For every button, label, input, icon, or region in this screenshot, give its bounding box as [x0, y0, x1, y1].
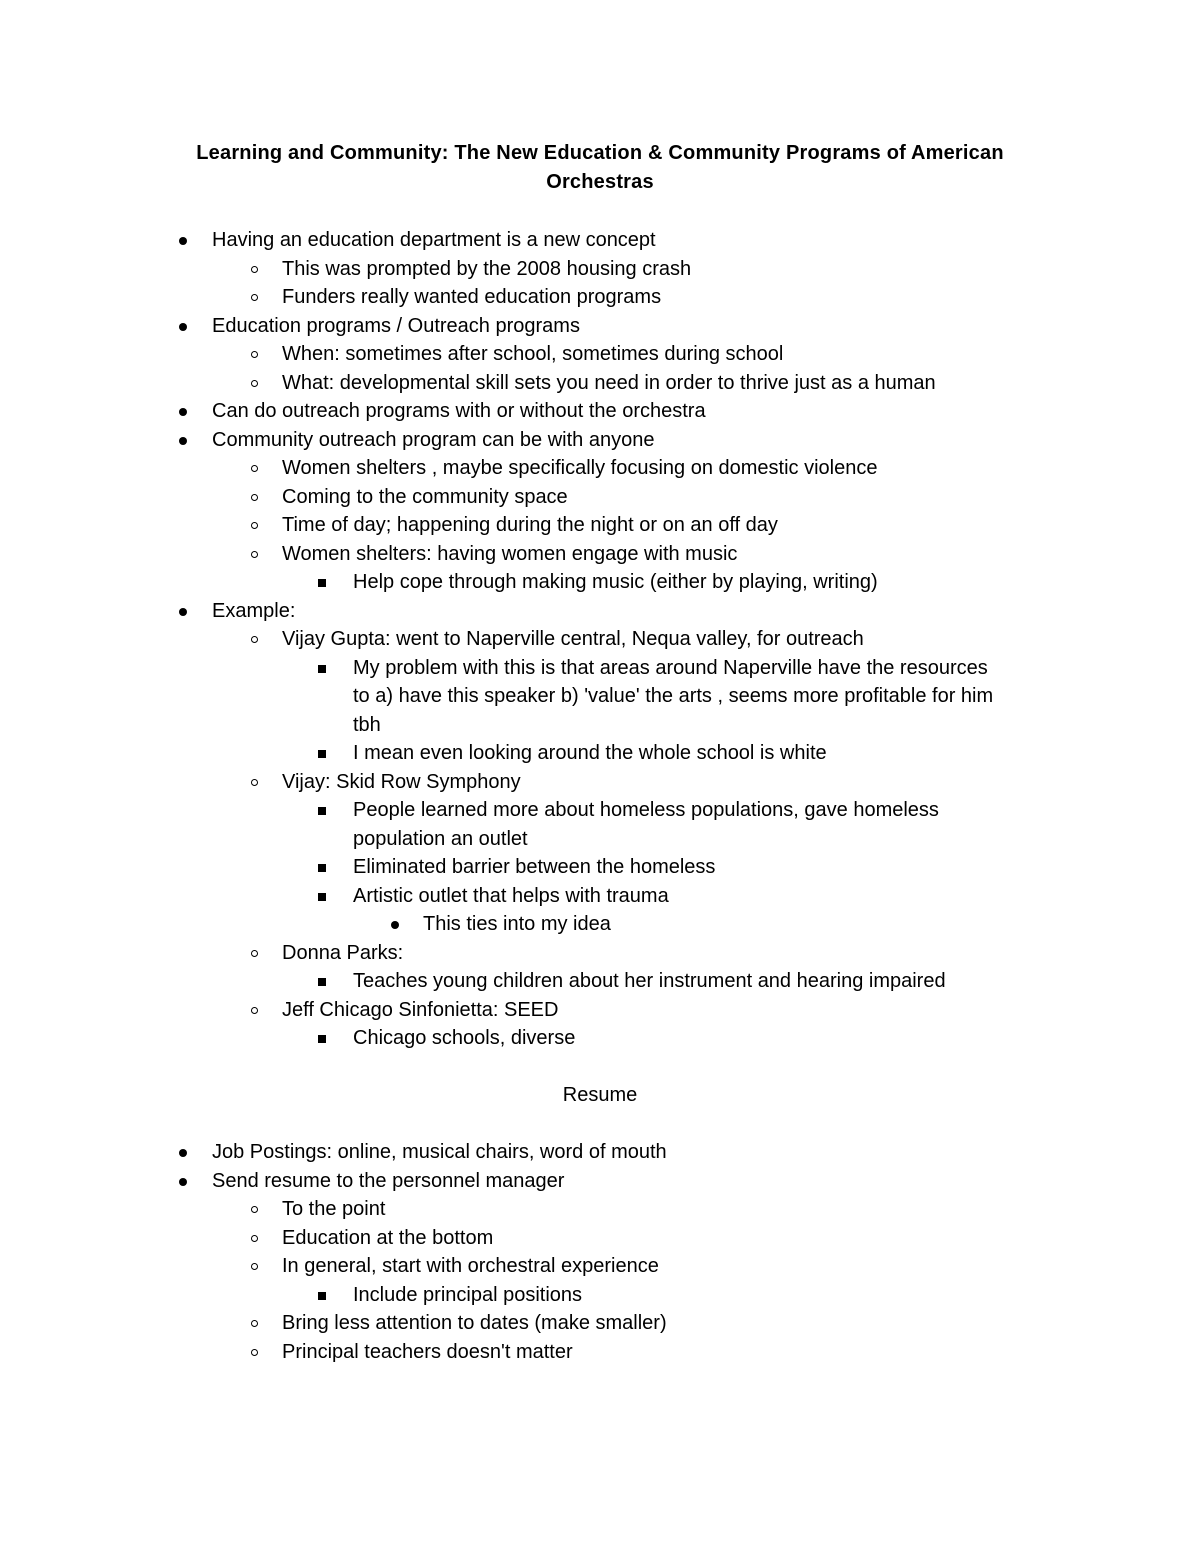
list-item: This was prompted by the 2008 housing crash [282, 257, 692, 280]
list-item: Women shelters: having women engage with music [282, 542, 738, 565]
list-item: Job Postings: online, musical chairs, word of mouth [212, 1141, 667, 1163]
list-item: To the point [282, 1198, 386, 1220]
list-item: Example: [212, 599, 296, 622]
list-item: Bring less attention to dates (make smaller) [282, 1312, 667, 1334]
bullet-dot-icon [179, 237, 187, 245]
list-item: Jeff Chicago Sinfonietta: SEED [282, 998, 559, 1021]
bullet-circle-icon [251, 266, 258, 273]
bullet-circle-icon [251, 494, 258, 501]
list-item: Funders really wanted education programs [282, 286, 662, 308]
bullet-circle-icon [251, 636, 258, 643]
list-item: In general, start with orchestral experience [282, 1255, 659, 1277]
bullet-square-icon [318, 1035, 326, 1043]
bullet-dot-icon [179, 1178, 187, 1186]
list-item: Donna Parks: [282, 941, 404, 964]
list-item: Vijay: Skid Row Symphony [282, 770, 521, 793]
bullet-circle-icon [251, 351, 258, 358]
bullet-circle-icon [251, 294, 258, 301]
list-item: Having an education department is a new concept [212, 229, 656, 251]
list-item: I mean even looking around the whole school is white [353, 742, 827, 764]
bullet-dot-icon [179, 1149, 187, 1157]
list-item: What: developmental skill sets you need in order to thrive just as a human [282, 371, 936, 394]
list-item: Artistic outlet that helps with trauma [353, 884, 669, 907]
list-item: Education at the bottom [282, 1226, 494, 1249]
bullet-circle-icon [251, 1263, 258, 1270]
list-item: Vijay Gupta: went to Naperville central, Nequa valley, for outreach [282, 628, 864, 650]
bullet-circle-icon [251, 950, 258, 957]
list-item: People learned more about homeless populations, gave homeless population an outlet [353, 799, 939, 850]
list-item: Help cope through making music (either by playing, writing) [353, 571, 878, 593]
list-item: Chicago schools, diverse [353, 1027, 576, 1049]
bullet-circle-icon [251, 779, 258, 786]
bullet-circle-icon [251, 1235, 258, 1242]
bullet-circle-icon [251, 1206, 258, 1213]
bullet-square-icon [318, 893, 326, 901]
bullet-circle-icon [251, 1320, 258, 1327]
list-item: Can do outreach programs with or without the orchestra [212, 400, 706, 422]
list-item: My problem with this is that areas around Naperville have the resources to a) have this speaker b) 'value' the arts , seems more profitable for him tbh [353, 656, 994, 736]
bullet-circle-icon [251, 522, 258, 529]
bullet-circle-icon [251, 465, 258, 472]
bullet-circle-icon [251, 1007, 258, 1014]
section-heading-resume: Resume [562, 1084, 638, 1106]
bullet-square-icon [318, 665, 326, 673]
bullet-square-icon [318, 807, 326, 815]
bullet-square-icon [318, 579, 326, 587]
bullet-dot-icon [179, 608, 187, 616]
list-item: Time of day; happening during the night or on an off day [282, 514, 778, 536]
bullet-circle-icon [251, 380, 258, 387]
list-item: Education programs / Outreach programs [212, 314, 580, 337]
list-item: Women shelters , maybe specifically focusing on domestic violence [282, 457, 878, 479]
bullet-square-icon [318, 978, 326, 986]
list-item: Community outreach program can be with anyone [212, 428, 655, 451]
list-item: When: sometimes after school, sometimes during school [282, 343, 784, 365]
bullet-circle-icon [251, 551, 258, 558]
list-item: Eliminated barrier between the homeless [353, 856, 716, 878]
document-title: Learning and Community: The New Education & Community Programs of American Orchestras [196, 142, 1004, 193]
bullet-square-icon [318, 750, 326, 758]
list-item: Send resume to the personnel manager [212, 1169, 565, 1192]
bullet-square-icon [318, 864, 326, 872]
list-item: Include principal positions [353, 1283, 583, 1306]
bullet-dot-icon [391, 921, 399, 929]
bullet-square-icon [318, 1292, 326, 1300]
list-item: Principal teachers doesn't matter [282, 1340, 573, 1363]
bullet-dot-icon [179, 437, 187, 445]
list-item: Coming to the community space [282, 485, 568, 508]
bullet-circle-icon [251, 1349, 258, 1356]
bullet-dot-icon [179, 408, 187, 416]
list-item: This ties into my idea [423, 913, 611, 935]
bullet-dot-icon [179, 323, 187, 331]
list-item: Teaches young children about her instrument and hearing impaired [353, 970, 946, 992]
